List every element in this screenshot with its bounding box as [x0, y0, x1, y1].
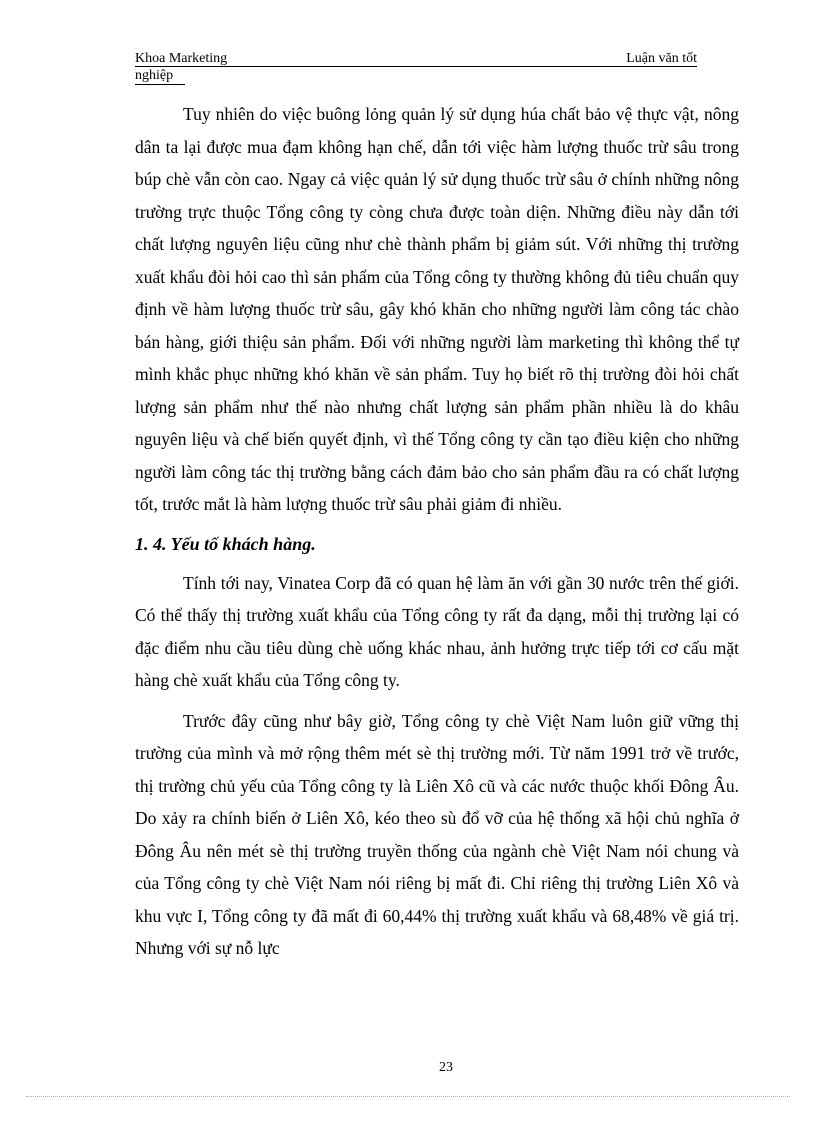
- header-doc-type: Luận văn tốt: [626, 51, 697, 66]
- paragraph-2: Tính tới nay, Vinatea Corp đã có quan hệ làm ăn với gần 30 nước trên thế giới. Có thể thấy thị trường xuất khẩu của Tổng công ty rất đa dạng, mỗi thị trường lại có đặc điểm nhu cầu tiêu dùng chè uống khác nhau, ảnh hưởng trực tiếp tới cơ cấu mặt hàng chè xuất khẩu của Tổng công ty.: [135, 572, 739, 690]
- section-heading: 1. 4. Yếu tố khách hàng.: [135, 533, 316, 554]
- page-bottom-divider: [26, 1096, 790, 1097]
- header-row: [135, 50, 697, 67]
- header-faculty: Khoa Marketing: [135, 51, 228, 66]
- page-number: 23: [439, 1060, 453, 1075]
- page-body: [135, 98, 739, 965]
- paragraph-3: Trước đây cũng như bây giờ, Tổng công ty chè Việt Nam luôn giữ vững thị trường của mình và mở rộng thêm mét sè thị trường mới. Từ năm 1991 trở về trước, thị trường chủ yếu của Tổng công ty là Liên Xô cũ và các nước thuộc khối Đông Âu. Do xảy ra chính biến ở Liên Xô, kéo theo sù đổ vỡ của hệ thống xã hội chủ nghĩa ở Đông Âu nên mét sè thị trường truyền thống của ngành chè Việt Nam nói chung và của Tổng công ty chè Việt Nam nói riêng bị mất đi. Chỉ riêng thị trường Liên Xô và khu vực I, Tổng công ty đã mất đi 60,44% thị trường xuất khẩu và 68,48% về giá trị. Nhưng với sự nỗ lực: [135, 710, 739, 958]
- header-continuation: nghiệp: [135, 67, 185, 85]
- page-header: [135, 50, 697, 85]
- paragraph-1: Tuy nhiên do việc buông lỏng quản lý sử dụng húa chất bảo vệ thực vật, nông dân ta lại được mua đạm không hạn chế, dẫn tới việc hàm lượng thuốc trừ sâu trong búp chè vẫn còn cao. Ngay cả việc quản lý sử dụng thuốc trừ sâu ở chính những nông trường trực thuộc Tổng công ty còng chưa được toàn diện. Những điều này dẫn tới chất lượng nguyên liệu cũng như chè thành phẩm bị giảm sút. Với những thị trường xuất khẩu đòi hỏi cao thì sản phẩm của Tổng công ty thường không đủ tiêu chuẩn quy định về hàm lượng thuốc trừ sâu, gây khó khăn cho những người làm công tác chào bán hàng, giới thiệu sản phẩm. Đối với những người làm marketing thì không thể tự mình khắc phục những khó khăn về sản phẩm. Tuy họ biết rõ thị trường đòi hỏi chất lượng sản phẩm như thế nào nhưng chất lượng sản phẩm phần nhiều là do khâu nguyên liệu và chế biến quyết định, vì thế Tổng công ty cần tạo điều kiện cho những người làm công tác thị trường bằng cách đảm bảo cho sản phẩm đầu ra có chất lượng tốt, trước mắt là hàm lượng thuốc trừ sâu phải giảm đi nhiều.: [135, 104, 739, 514]
